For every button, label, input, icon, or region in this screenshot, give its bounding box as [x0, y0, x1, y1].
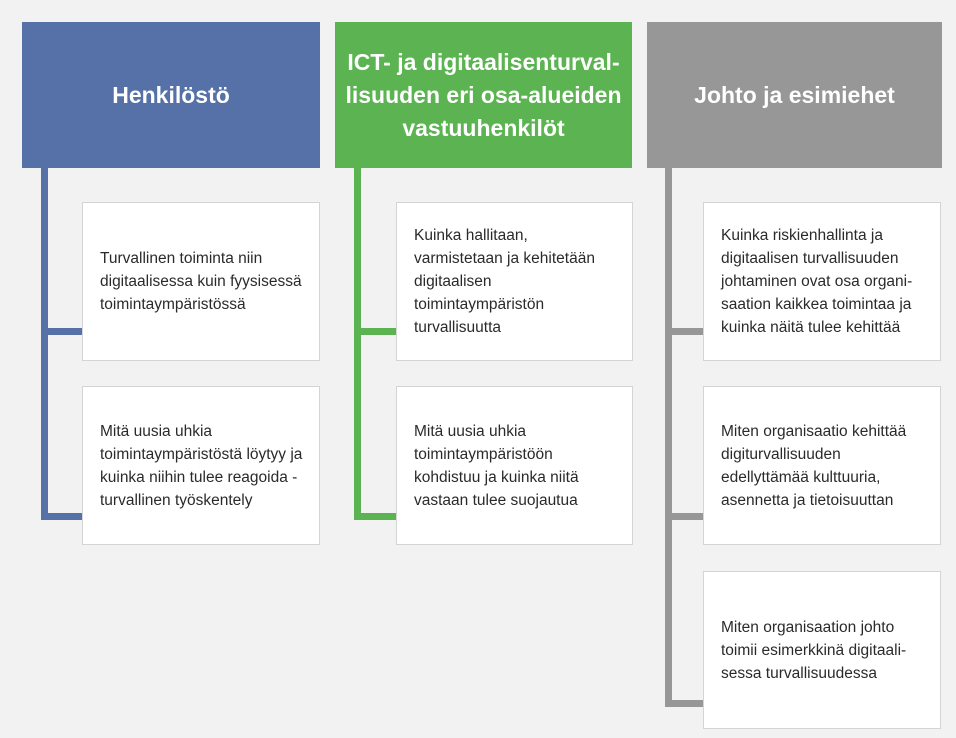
item-box	[703, 386, 941, 545]
item-box	[396, 202, 633, 361]
item-box	[82, 202, 320, 361]
column-header	[647, 22, 942, 168]
connector-horizontal	[41, 513, 82, 520]
item-text: Miten organisaatio kehittää digiturvallisuuden edellyttämää kulttuuria, asennetta ja tietoisuuttan	[721, 422, 907, 509]
item-text: Turvallinen toiminta niin digitaalisessa kuin fyysisessä toimintaympäristössä	[100, 250, 302, 313]
connector-horizontal	[354, 328, 396, 335]
connector-vertical	[354, 168, 361, 520]
item-box	[396, 386, 633, 545]
connector-horizontal	[665, 328, 703, 335]
column-title: ICT- ja digitaalisenturval-lisuuden eri osa-alueiden vastuuhenkilöt	[345, 48, 622, 141]
column-header	[22, 22, 320, 168]
item-box	[82, 386, 320, 545]
item-text: Miten organisaation johto toimii esimerkkinä digitaali-sessa turvallisuudessa	[721, 618, 907, 682]
column-title: Henkilöstö	[112, 81, 230, 108]
item-text: Mitä uusia uhkia toimintaympäristöstä löytyy ja kuinka niihin tulee reagoida - turvallinen työskentely	[100, 422, 303, 509]
connector-vertical	[41, 168, 48, 520]
item-text: Kuinka riskienhallinta ja digitaalisen turvallisuuden johtaminen ovat osa organi-saation kaikkea toimintaa ja kuinka näitä tulee kehittää	[721, 227, 913, 336]
connector-horizontal	[354, 513, 396, 520]
item-text: Mitä uusia uhkia toimintaympäristöön kohdistuu ja kuinka niitä vastaan tulee suojautua	[414, 422, 579, 509]
connector-horizontal	[41, 328, 82, 335]
connector-vertical	[665, 168, 672, 707]
item-box	[703, 202, 941, 361]
column-header	[335, 22, 632, 168]
connector-horizontal	[665, 513, 703, 520]
column-title: Johto ja esimiehet	[694, 81, 895, 108]
item-text: Kuinka hallitaan, varmistetaan ja kehitetään digitaalisen toimintaympäristön turvallisuutta	[414, 227, 595, 336]
item-box	[703, 571, 941, 729]
connector-horizontal	[665, 700, 703, 707]
